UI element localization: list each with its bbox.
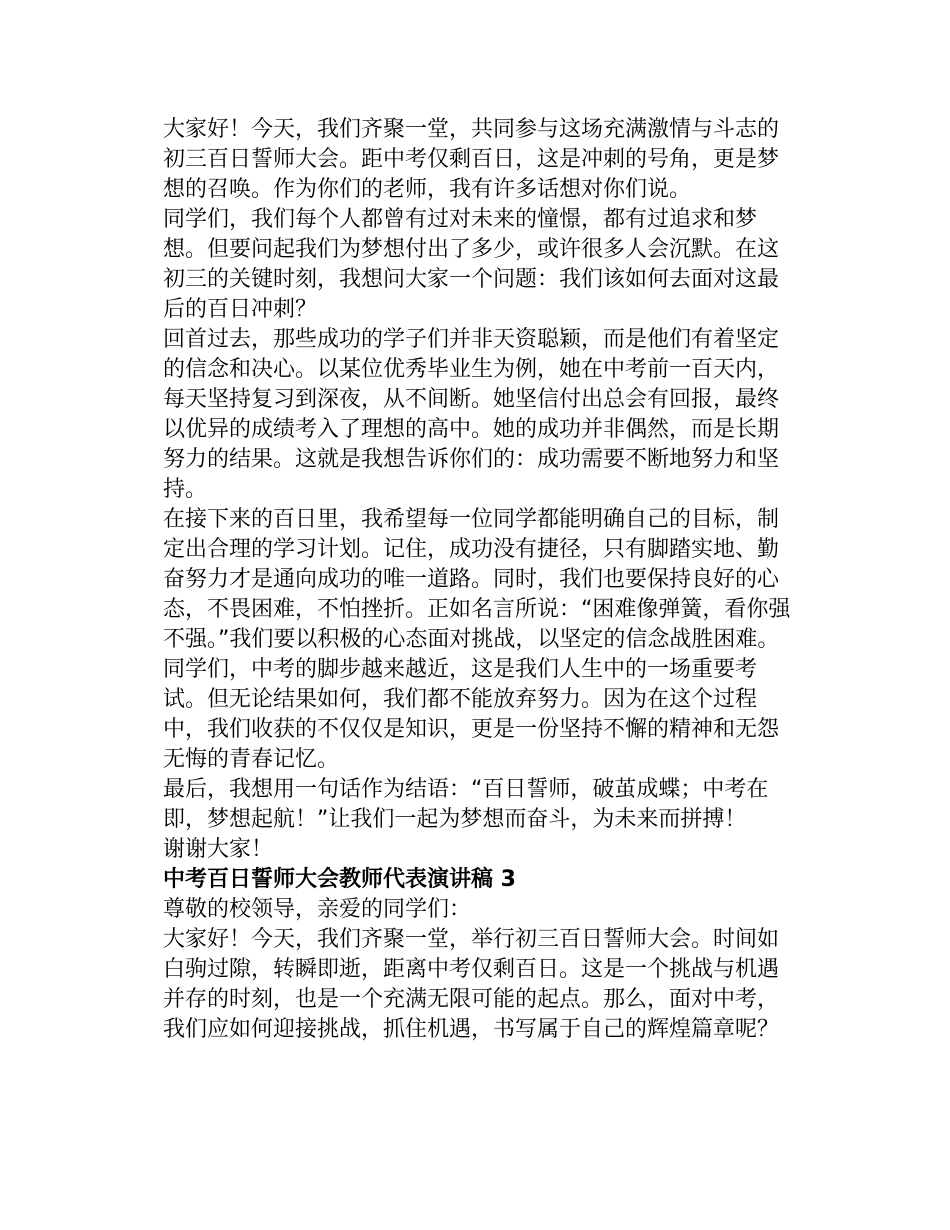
- document-page: [163, 115, 793, 1045]
- paragraph: 回首过去，那些成功的学子们并非天资聪颖，而是他们有着坚定的信念和决心。以某位优秀毕业生为例，她在中考前一百天内，每天坚持复习到深夜，从不间断。她坚信付出总会有回报，最终以优异的成绩考入了理想的高中。她的成功并非偶然，而是长期努力的结果。这就是我想告诉你们的：成功需要不断地努力和坚持。: [163, 327, 780, 502]
- paragraph: 谢谢大家！: [163, 837, 274, 862]
- paragraph: 最后，我想用一句话作为结语：“百日誓师，破茧成蝶；中考在即，梦想起航！”让我们一起为梦想而奋斗，为未来而拼搏！: [163, 777, 769, 832]
- section-heading: 中考百日誓师大会教师代表演讲稿 3: [163, 867, 516, 892]
- paragraph: 大家好！今天，我们齐聚一堂，举行初三百日誓师大会。时间如白驹过隙，转瞬即逝，距离中考仅剩百日。这是一个挑战与机遇并存的时刻，也是一个充满无限可能的起点。那么，面对中考，我们应如何迎接挑战，抓住机遇，书写属于自己的辉煌篇章呢？: [163, 927, 780, 1042]
- paragraph: 同学们，我们每个人都曾有过对未来的憧憬，都有过追求和梦想。但要问起我们为梦想付出了多少，或许很多人会沉默。在这初三的关键时刻，我想问大家一个问题：我们该如何去面对这最后的百日冲刺？: [163, 207, 780, 322]
- paragraph: 在接下来的百日里，我希望每一位同学都能明确自己的目标，制定出合理的学习计划。记住，成功没有捷径，只有脚踏实地、勤奋努力才是通向成功的唯一道路。同时，我们也要保持良好的心态，不畏困难，不怕挫折。正如名言所说：“困难像弹簧，看你强不强。”我们要以积极的心态面对挑战，以坚定的信念战胜困难。: [163, 507, 791, 652]
- paragraph: 同学们，中考的脚步越来越近，这是我们人生中的一场重要考试。但无论结果如何，我们都不能放弃努力。因为在这个过程中，我们收获的不仅仅是知识，更是一份坚持不懈的精神和无怨无悔的青春记忆。: [163, 657, 780, 772]
- paragraph: 大家好！今天，我们齐聚一堂，共同参与这场充满激情与斗志的初三百日誓师大会。距中考仅剩百日，这是冲刺的号角，更是梦想的召唤。作为你们的老师，我有许多话想对你们说。: [163, 117, 780, 202]
- salutation: 尊敬的校领导，亲爱的同学们：: [163, 897, 472, 922]
